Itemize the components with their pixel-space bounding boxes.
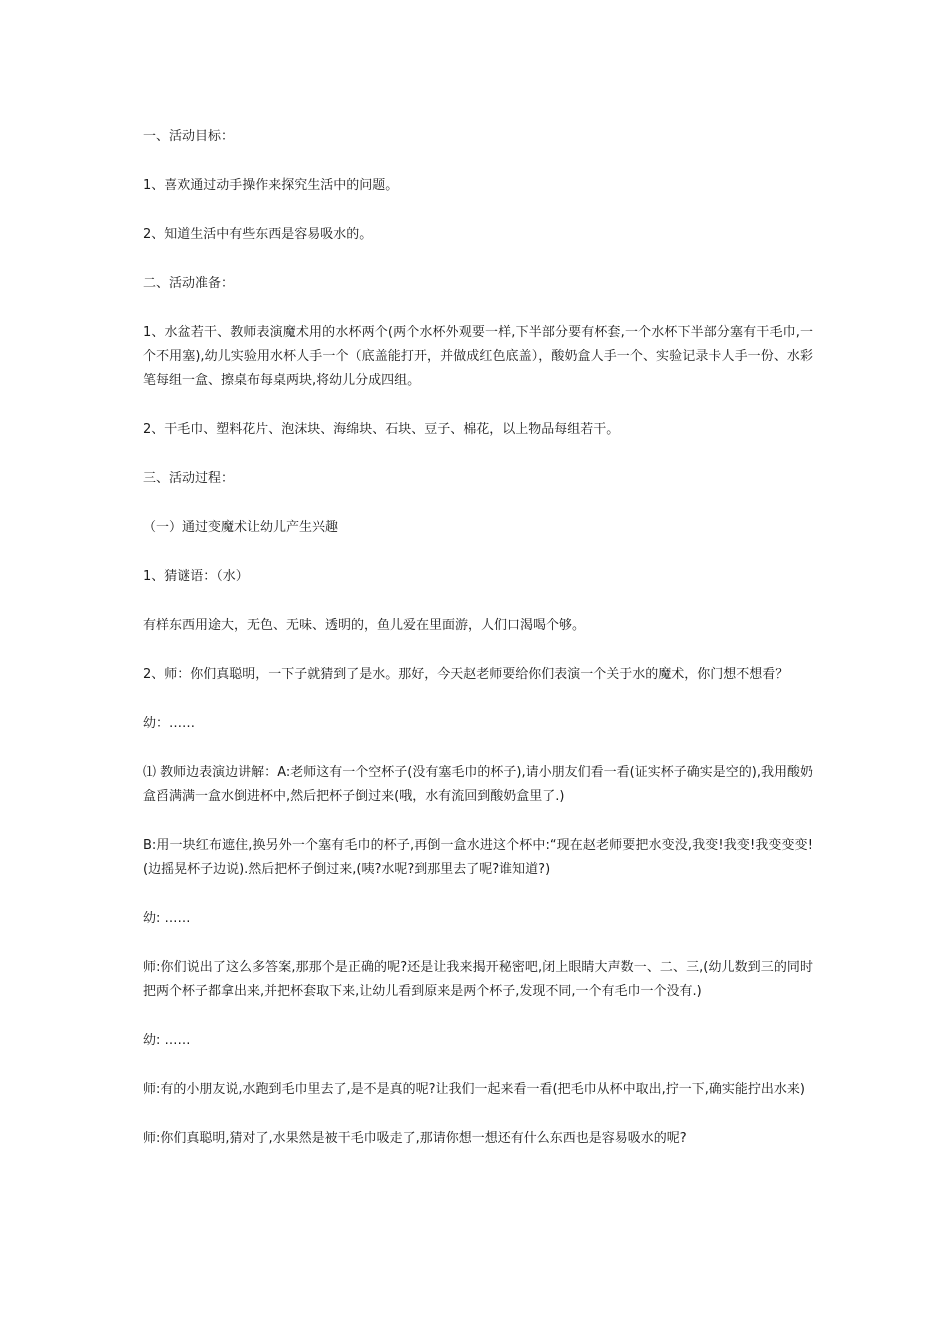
- heading-process: 三、活动过程：: [143, 471, 235, 486]
- document-page: [143, 125, 813, 1176]
- child-response-2: 幼: ……: [143, 911, 191, 926]
- demo-step-b: B:用一块红布遮住,换另外一个塞有毛巾的杯子,再倒一盒水进这个杯中:“现在赵老师要把水变没,我变!我变!我变变变!(边摇晃杯子边说).然后把杯子倒过来,(咦?水呢?到那里去了呢?谁知道?): [143, 838, 813, 877]
- heading-goals: 一、活动目标：: [143, 129, 235, 144]
- heading-preparation: 二、活动准备：: [143, 276, 235, 291]
- demo-step-a: ⑴ 教师边表演边讲解：A:老师这有一个空杯子(没有塞毛巾的杯子),请小朋友们看一看(证实杯子确实是空的),我用酸奶盒舀满满一盒水倒进杯中,然后把杯子倒过来(哦，水有流回到酸奶盒里了.): [143, 765, 813, 804]
- teacher-line-3: 师:有的小朋友说,水跑到毛巾里去了,是不是真的呢?让我们一起来看一看(把毛巾从杯中取出,拧一下,确实能拧出水来): [143, 1082, 805, 1097]
- goal-item-1: 1、喜欢通过动手操作来探究生活中的问题。: [143, 178, 399, 193]
- preparation-item-2: 2、干毛巾、塑料花片、泡沫块、海绵块、石块、豆子、棉花，以上物品每组若干。: [143, 422, 620, 437]
- riddle-title: 1、猜谜语：（水）: [143, 569, 249, 584]
- goal-item-2: 2、知道生活中有些东西是容易吸水的。: [143, 227, 373, 242]
- child-response-3: 幼: ……: [143, 1033, 191, 1048]
- subheading-magic: （一）通过变魔术让幼儿产生兴趣: [143, 520, 339, 535]
- teacher-line-4: 师:你们真聪明,猜对了,水果然是被干毛巾吸走了,那请你想一想还有什么东西也是容易吸水的呢?: [143, 1131, 687, 1146]
- teacher-line-2: 师:你们说出了这么多答案,那那个是正确的呢?还是让我来揭开秘密吧,闭上眼睛大声数一、二、三,(幼儿数到三的同时把两个杯子都拿出来,并把杯套取下来,让幼儿看到原来是两个杯子,发现不同,一个有毛巾一个没有.): [143, 960, 813, 999]
- teacher-line-1: 2、师：你们真聪明，一下子就猜到了是水。那好，今天赵老师要给你们表演一个关于水的魔术，你门想不想看？: [143, 667, 789, 682]
- riddle-text: 有样东西用途大，无色、无味、透明的，鱼儿爱在里面游，人们口渴喝个够。: [143, 618, 586, 633]
- child-response-1: 幼：……: [143, 716, 196, 731]
- preparation-item-1: 1、水盆若干、教师表演魔术用的水杯两个(两个水杯外观要一样,下半部分要有杯套,一个水杯下半部分塞有干毛巾,一个不用塞),幼儿实验用水杯人手一个（底盖能打开，并做成红色底盖），酸奶盒人手一个、实验记录卡人手一份、水彩笔每组一盒、擦桌布每桌两块,将幼儿分成四组。: [143, 325, 813, 388]
